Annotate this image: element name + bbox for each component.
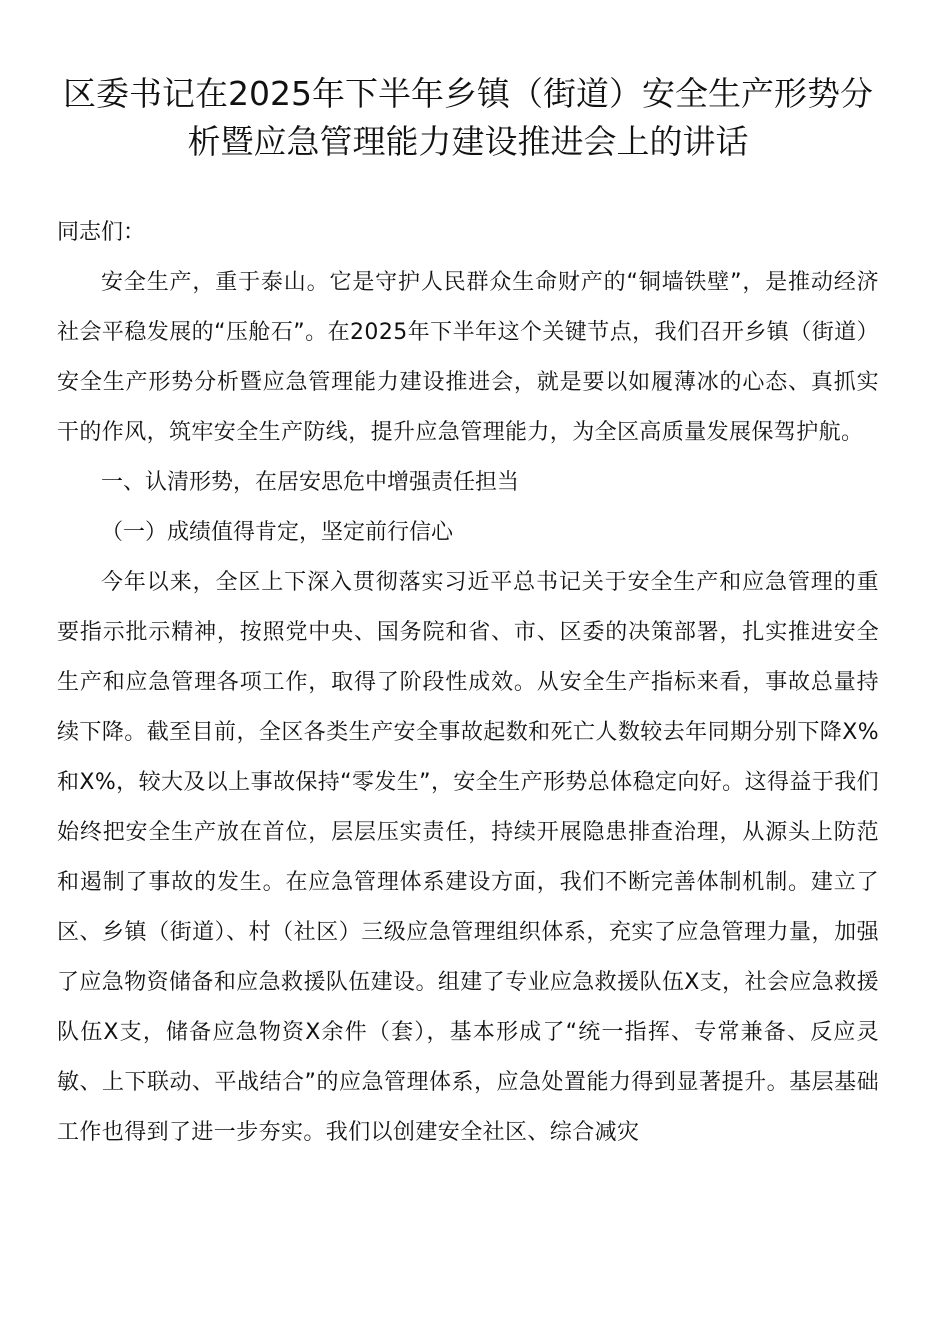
subsection-heading: （一）成绩值得肯定，坚定前行信心 [101, 520, 454, 545]
intro-paragraph: 安全生产，重于泰山。它是守护人民群众生命财产的“铜墙铁壁”，是推动经济社会平稳发展的“压舱石”。在2025年下半年这个关键节点，我们召开乡镇（街道）安全生产形势分析暨应急管理能力建设推进会，就是要以如履薄冰的心态、真抓实干的作风，筑牢安全生产防线，提升应急管理能力，为全区高质量发展保驾护航。 [57, 270, 879, 445]
greeting: 同志们： [57, 220, 146, 245]
document-page [57, 70, 879, 1158]
body-paragraph: 今年以来，全区上下深入贯彻落实习近平总书记关于安全生产和应急管理的重要指示批示精神，按照党中央、国务院和省、市、区委的决策部署，扎实推进安全生产和应急管理各项工作，取得了阶段性成效。从安全生产指标来看，事故总量持续下降。截至目前，全区各类生产安全事故起数和死亡人数较去年同期分别下降X%和X%，较大及以上事故保持“零发生”，安全生产形势总体稳定向好。这得益于我们始终把安全生产放在首位，层层压实责任，持续开展隐患排查治理，从源头上防范和遏制了事故的发生。在应急管理体系建设方面，我们不断完善体制机制。建立了区、乡镇（街道）、村（社区）三级应急管理组织体系，充实了应急管理力量，加强了应急物资储备和应急救援队伍建设。组建了专业应急救援队伍X支，社会应急救援队伍X支，储备应急物资X余件（套），基本形成了“统一指挥、专常兼备、反应灵敏、上下联动、平战结合”的应急管理体系，应急处置能力得到显著提升。基层基础工作也得到了进一步夯实。我们以创建安全社区、综合减灾 [57, 570, 879, 1145]
section-heading: 一、认清形势，在居安思危中增强责任担当 [101, 470, 520, 495]
document-title: 区委书记在2025年下半年乡镇（街道）安全生产形势分析暨应急管理能力建设推进会上的讲话 [63, 74, 873, 161]
